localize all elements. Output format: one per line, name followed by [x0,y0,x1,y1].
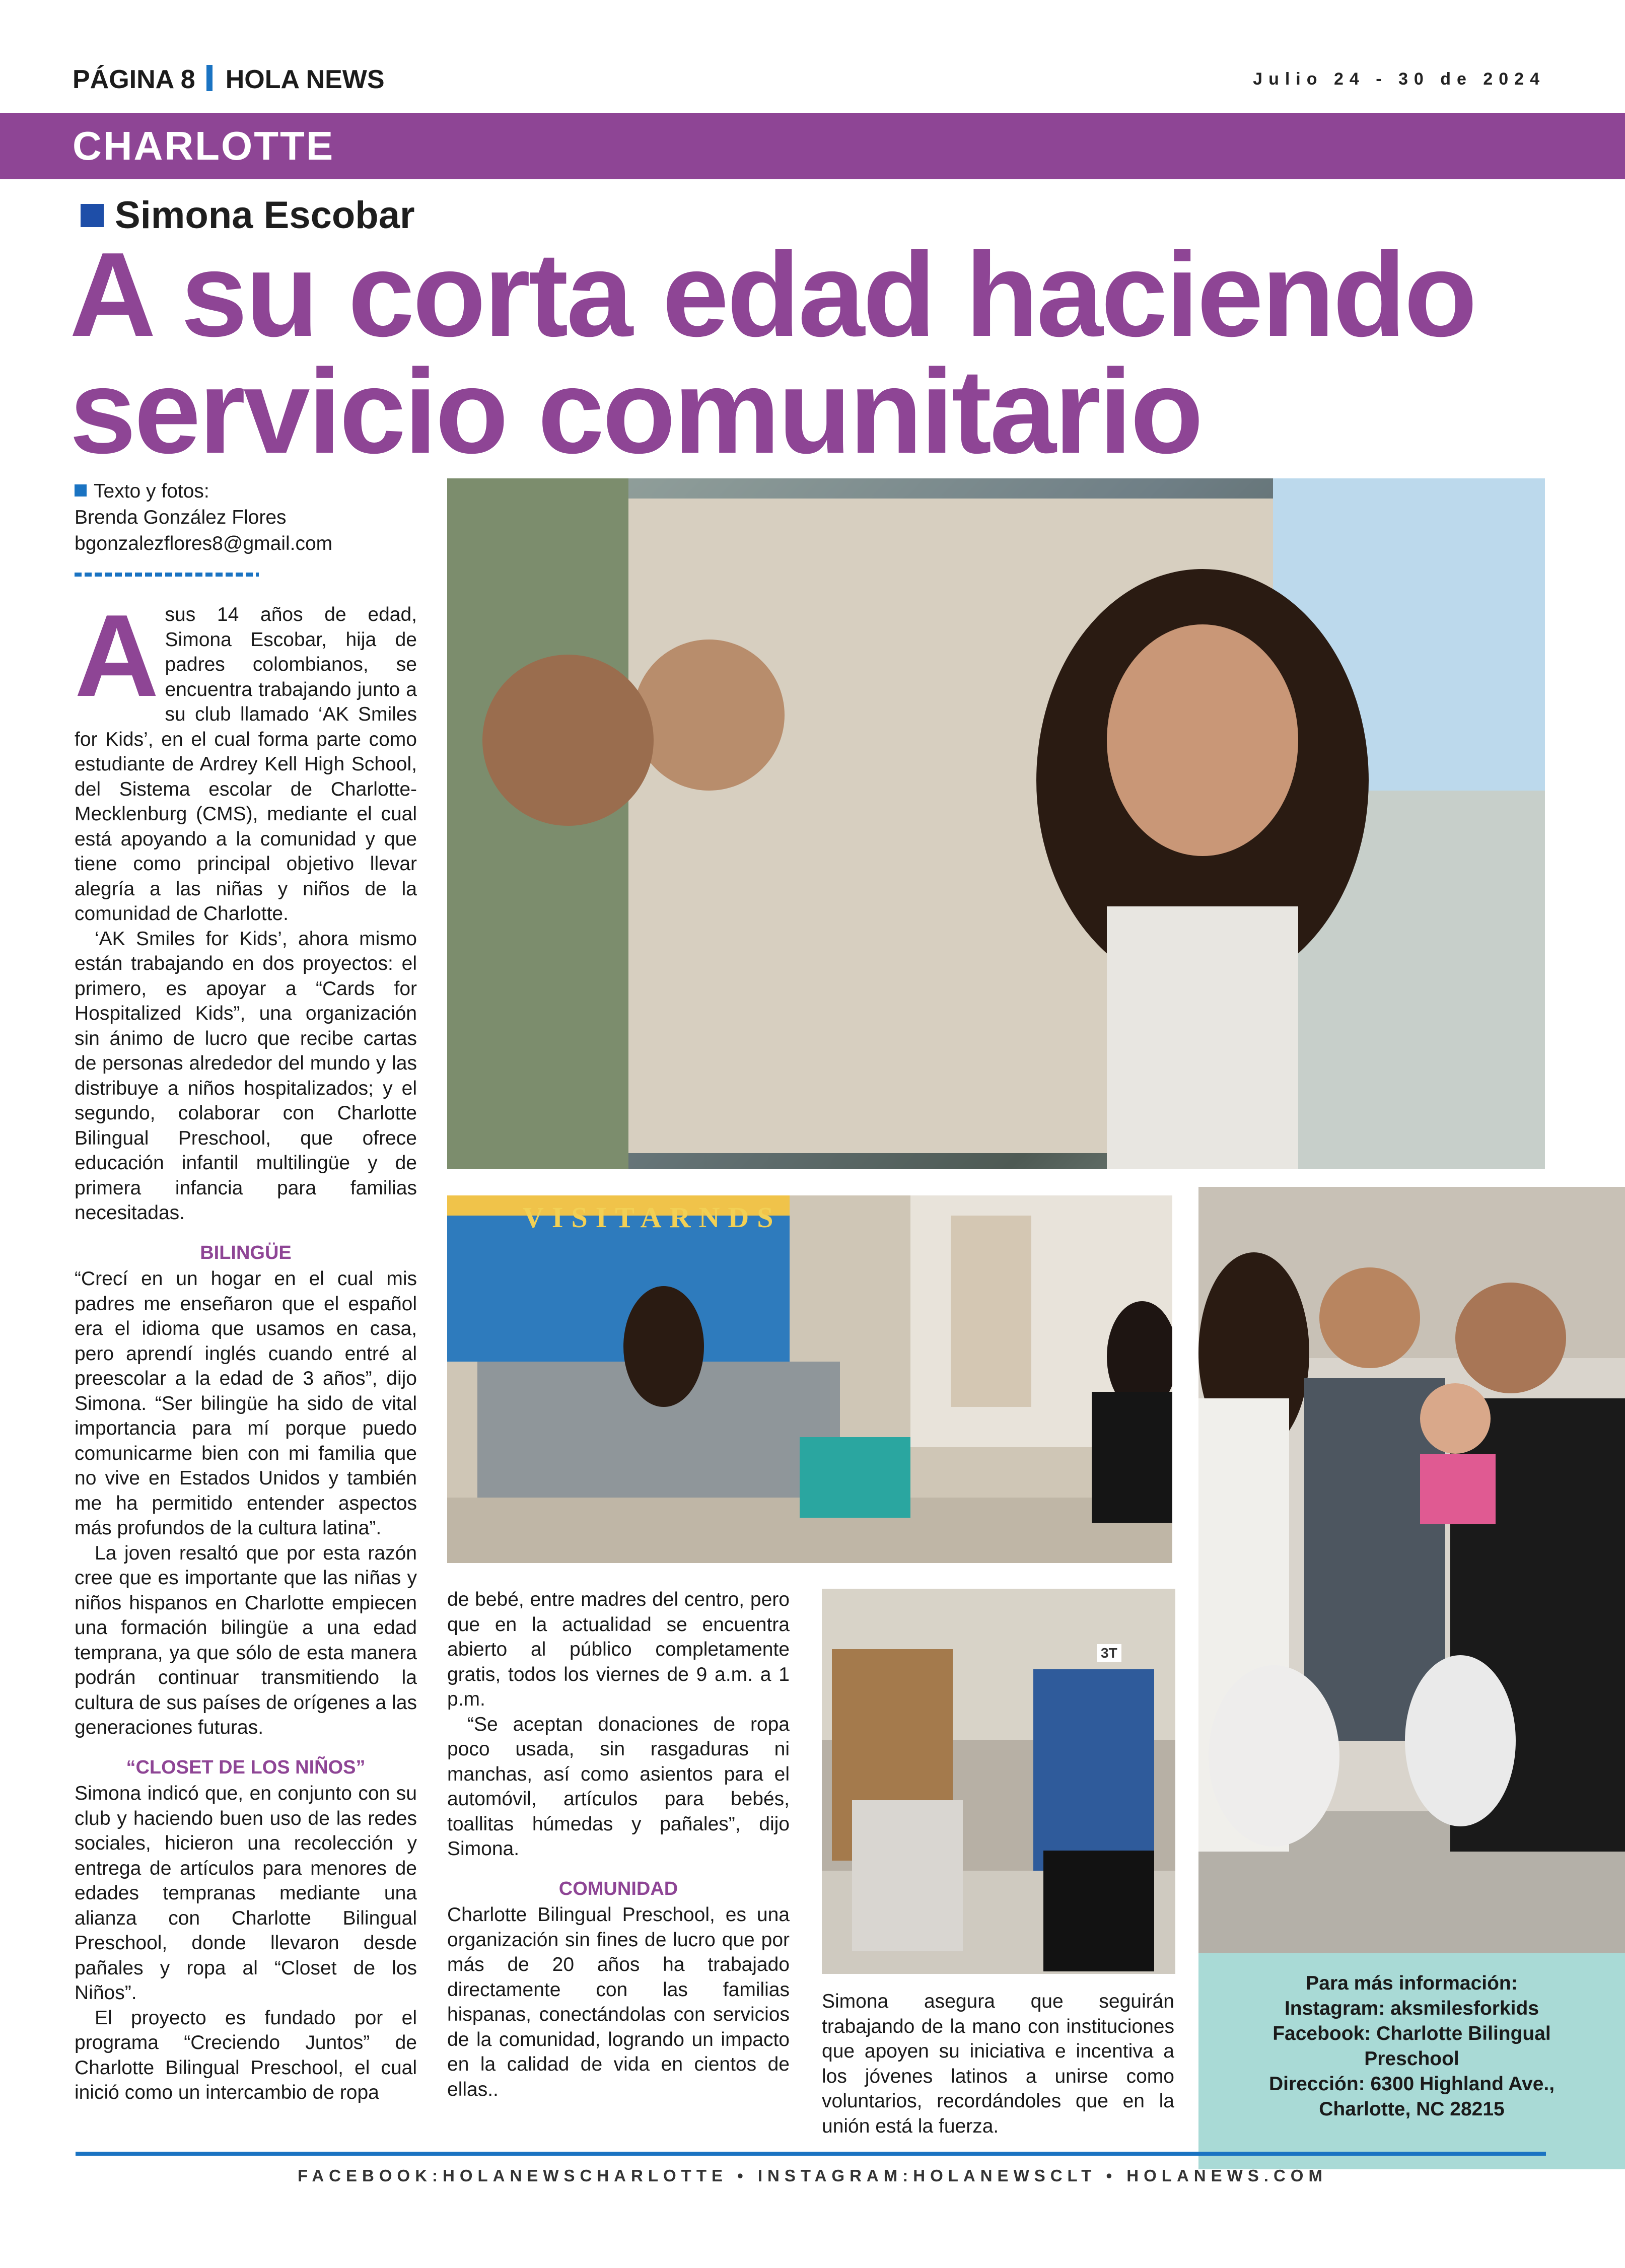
page-label: PÁGINA 8 [73,65,195,94]
headline [69,228,1580,478]
credit-label: Texto y fotos: [94,480,209,502]
closet-photo [822,1589,1175,1974]
header-divider [206,65,213,91]
classroom-photo-graphic [447,1195,1172,1563]
paragraph-4: La joven resaltó que por esta razón cree que es importante que las niñas y niños hispanos en Charlotte empiecen una formación bilingüe a una edad temprana, ya que sólo de esta manera podrán continuar transmitiendo la cultura de sus países de orígenes a las generaciones futuras. [75,1542,417,1738]
info-facebook: Facebook: Charlotte Bilingual [1273,2023,1551,2044]
subhead-bilingue: BILINGÜE [200,1242,292,1263]
author-email: bgonzalezflores8@gmail.com [75,533,333,554]
info-facebook-cont: Preschool [1364,2048,1459,2070]
info-title: Para más información: [1306,1972,1518,1994]
subhead-comunidad: COMUNIDAD [558,1878,678,1899]
publication-name: HOLA NEWS [225,65,385,94]
footer-rule [76,2152,1546,2156]
volunteers-photo [1198,1187,1625,1953]
paragraph-6: El proyecto es fundado por el programa “Creciendo Juntos” de Charlotte Bilingual Preschool, el cual inició como un intercambio de ropa [75,2007,417,2103]
paragraph-7: de bebé, entre madres del centro, pero que en la actualidad se encuentra abierto al público completamente gratis, todos los viernes de 9 a.m. a 1 p.m. [447,1589,790,1710]
byline [75,478,427,557]
closet-photo-graphic [822,1589,1175,1974]
drop-cap: A [75,591,159,721]
volunteers-photo-graphic [1198,1187,1625,1953]
main-photo-graphic [447,478,1545,1169]
paragraph-1: sus 14 años de edad, Simona Escobar, hija de padres colombianos, se encuentra trabajando junto a su club llamado ‘AK Smiles for Kids’, en el cual forma parte como estudiante de Ardrey Kell High School, del Sistema escolar de Charlotte-Mecklenburg (CMS), mediante el cual está apoyando a la comunidad y que tiene como principal objetivo llevar alegría a las niñas y niños de la comunidad de Charlotte. [75,604,417,925]
footer-social: FACEBOOK:HOLANEWSCHARLOTTE • INSTAGRAM:HOLANEWSCLT • HOLANEWS.COM [298,2166,1327,2185]
info-box [1198,1953,1625,2169]
square-bullet-icon [75,484,87,497]
headline-line-2: servicio comunitario [69,345,1202,478]
classroom-photo [447,1195,1172,1563]
byline-divider [75,573,259,577]
subhead-closet: “CLOSET DE LOS NIÑOS” [126,1756,366,1778]
issue-date: Julio 24 - 30 de 2024 [1253,69,1545,89]
paragraph-2: ‘AK Smiles for Kids’, ahora mismo están trabajando en dos proyectos: el primero, es apoyar a “Cards for Hospitalized Kids”, una organización sin ánimo de lucro que recibe cartas de personas alrededor del mundo y las distribuye a niños hospitalizados; y el segundo, colaborar con Charlotte Bilingual Preschool, que ofrece educación infantil multilingüe y de primera infancia para familias necesitadas. [75,928,417,1224]
article-column-3 [822,1989,1174,2139]
classroom-banner-text: VISITARNDS [523,1201,782,1234]
square-bullet-icon [81,204,104,227]
paragraph-9: Charlotte Bilingual Preschool, es una organización sin fines de lucro que por más de 20 años ha trabajado directamente con las familias hispanas, conectándolas con servicios de la comunidad, logrando un impacto en la calidad de vida en cientos de ellas.. [447,1904,790,2100]
paragraph-8: “Se aceptan donaciones de ropa poco usada, sin rasgaduras ni manchas, así como asientos para el automóvil, artículos para bebés, toallitas húmedas y pañales”, dijo Simona. [447,1713,790,1860]
info-instagram: Instagram: aksmilesforkids [1284,1998,1539,2019]
subject-name: Simona Escobar [115,194,415,237]
info-city: Charlotte, NC 28215 [1319,2098,1505,2120]
article-column-2 [447,1587,790,2102]
author-name: Brenda González Flores [75,507,287,528]
paragraph-3: “Crecí en un hogar en el cual mis padres me enseñaron que el español era el idioma que usamos en casa, pero aprendí inglés cuando entré al preescolar a la edad de 3 años”, dijo Simona. “Ser bilingüe ha sido de vital importancia para mí porque puedo comunicarme bien con mi familia que no vive en Estados Unidos y también me ha permitido entender aspectos más profundos de la cultura latina”. [75,1268,417,1539]
section-title: CHARLOTTE [73,123,335,168]
article-column-1 [75,591,417,2105]
paragraph-5: Simona indicó que, en conjunto con su club y haciendo buen uso de las redes sociales, hicieron una recolección y entrega de artículos para menores de edades tempranas mediante una alianza con Charlotte Bilingual Preschool, donde llevaron desde pañales y ropa al “Closet de los Niños”. [75,1783,417,2004]
info-address: Dirección: 6300 Highland Ave., [1268,2073,1555,2095]
paragraph-10: Simona asegura que seguirán trabajando de la mano con instituciones que apoyen su iniciativa e incentiva a los jóvenes latinos a unirse como voluntarios, recordándoles que en la unión está la fuerza. [822,1991,1174,2137]
page-number [73,64,385,95]
headline-line-1: A su corta edad haciendo [69,228,1475,362]
main-photo [447,478,1545,1169]
rack-tag: 3T [1097,1644,1121,1662]
